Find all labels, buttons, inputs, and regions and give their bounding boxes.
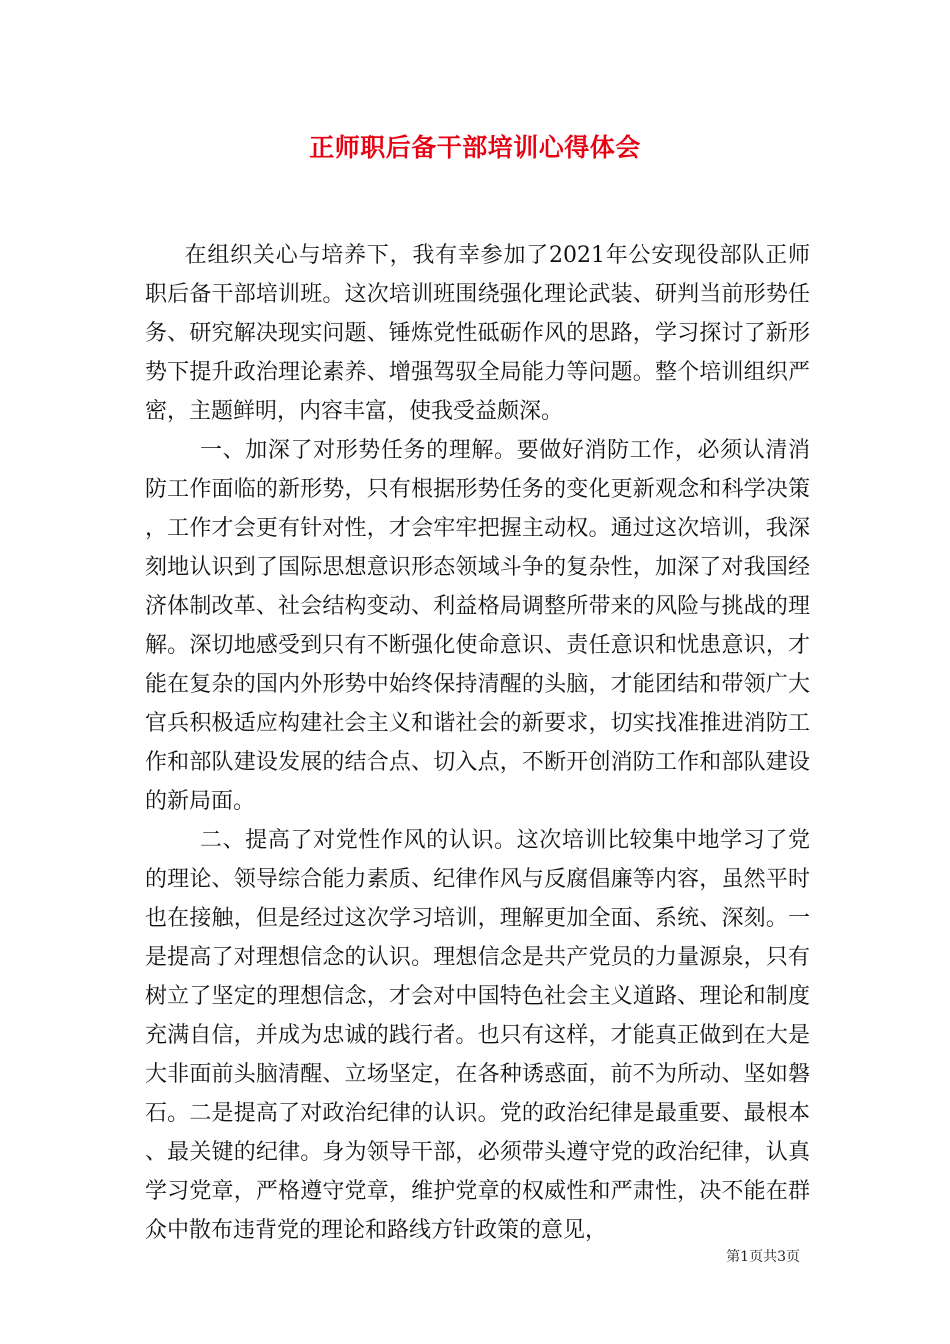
- document-title: 正师职后备干部培训心得体会: [309, 133, 641, 162]
- paragraph-intro: 在组织关心与培养下，我有幸参加了2021年公安现役部队正师职后备干部培训班。这次培训班围绕强化理论武装、研判当前形势任务、研究解决现实问题、锤炼党性砥砺作风的思路，学习探讨了新形势下提升政治理论素养、增强驾驭全局能力等问题。整个培训组织严密，主题鲜明，内容丰富，使我受益颇深。: [145, 243, 810, 424]
- document-body: [145, 236, 810, 1250]
- page-number-footer: 第1页共3页: [726, 1249, 800, 1265]
- paragraph-section-two: 二、提高了对党性作风的认识。这次培训比较集中地学习了党的理论、领导综合能力素质、纪律作风与反腐倡廉等内容，虽然平时也在接触，但是经过这次学习培训，理解更加全面、系统、深刻。一是提高了对理想信念的认识。理想信念是共产党员的力量源泉，只有树立了坚定的理想信念，才会对中国特色社会主义道路、理论和制度充满自信，并成为忠诚的践行者。也只有这样，才能真正做到在大是大非面前头脑清醒、立场坚定，在各种诱惑面，前不为所动、坚如磐石。二是提高了对政治纪律的认识。党的政治纪律是最重要、最根本、最关键的纪律。身为领导干部，必须带头遵守党的政治纪律，认真学习党章，严格遵守党章，维护党章的权威性和严肃性，决不能在群众中散布违背党的理论和路线方针政策的意见，: [145, 828, 810, 1243]
- paragraph-section-one: 一、加深了对形势任务的理解。要做好消防工作，必须认清消防工作面临的新形势，只有根据形势任务的变化更新观念和科学决策，工作才会更有针对性，才会牢牢把握主动权。通过这次培训，我深刻地认识到了国际思想意识形态领域斗争的复杂性，加深了对我国经济体制改革、社会结构变动、利益格局调整所带来的风险与挑战的理解。深切地感受到只有不断强化使命意识、责任意识和忧患意识，才能在复杂的国内外形势中始终保持清醒的头脑，才能团结和带领广大官兵积极适应构建社会主义和谐社会的新要求，切实找准推进消防工作和部队建设发展的结合点、切入点，不断开创消防工作和部队建设的新局面。: [145, 438, 810, 814]
